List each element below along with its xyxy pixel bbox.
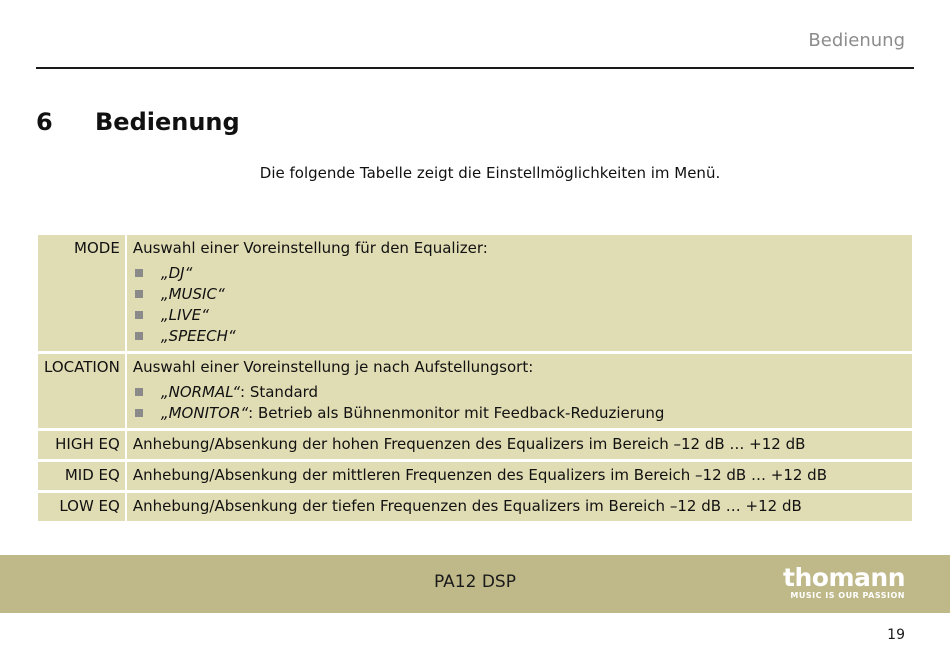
header-rule [36,67,914,69]
list-item [133,263,906,284]
row-text: Auswahl einer Voreinstellung für den Equalizer: [132,239,488,257]
row-text: Anhebung/Absenkung der hohen Frequenzen des Equalizers im Bereich –12 dB … +12 dB [127,431,912,459]
option-name: „SPEECH“ [160,327,236,345]
row-description [127,235,912,351]
option-description: : Standard [240,383,319,401]
product-name: PA12 DSP [434,572,516,592]
running-header: Bedienung [808,30,905,51]
option-name: „MUSIC“ [160,285,225,303]
option-description: : Betrieb als Bühnenmonitor mit Feedback-Reduzierung [248,404,665,422]
option-list [133,263,906,347]
option-name: „MONITOR“ [160,404,249,422]
table-row-location [38,354,912,428]
row-text: Anhebung/Absenkung der tiefen Frequenzen des Equalizers im Bereich –12 dB … +12 dB [127,493,912,521]
list-item [133,326,906,347]
table-row-mid-eq [38,462,912,490]
brand-name: thomann [783,563,905,592]
row-key: MID EQ [38,462,125,490]
settings-table [36,232,914,524]
brand-logo [783,565,905,601]
row-text: Auswahl einer Voreinstellung je nach Aufstellungsort: [132,358,534,376]
row-key: MODE [38,235,125,351]
footer-band [0,555,950,613]
row-key: HIGH EQ [38,431,125,459]
square-bullet-icon [135,332,143,340]
chapter-number: 6 [36,108,53,136]
list-item [133,382,906,403]
option-name: „LIVE“ [160,306,209,324]
row-key: LOCATION [38,354,125,428]
table-row-mode [38,235,912,351]
page-number: 19 [887,627,905,643]
row-key: LOW EQ [38,493,125,521]
list-item [133,403,906,424]
square-bullet-icon [135,311,143,319]
square-bullet-icon [135,388,143,396]
intro-text: Die folgende Tabelle zeigt die Einstellmöglichkeiten im Menü. [259,164,721,182]
table-row-low-eq [38,493,912,521]
option-name: „DJ“ [160,264,193,282]
option-name: „NORMAL“ [160,383,241,401]
list-item [133,305,906,326]
row-description [127,354,912,428]
row-text: Anhebung/Absenkung der mittleren Frequenzen des Equalizers im Bereich –12 dB … +12 dB [127,462,912,490]
brand-slogan: MUSIC IS OUR PASSION [790,591,905,600]
option-list [133,382,906,424]
chapter-title: Bedienung [95,108,240,136]
square-bullet-icon [135,269,143,277]
square-bullet-icon [135,290,143,298]
square-bullet-icon [135,409,143,417]
list-item [133,284,906,305]
chapter-heading [36,108,240,136]
table-row-high-eq [38,431,912,459]
